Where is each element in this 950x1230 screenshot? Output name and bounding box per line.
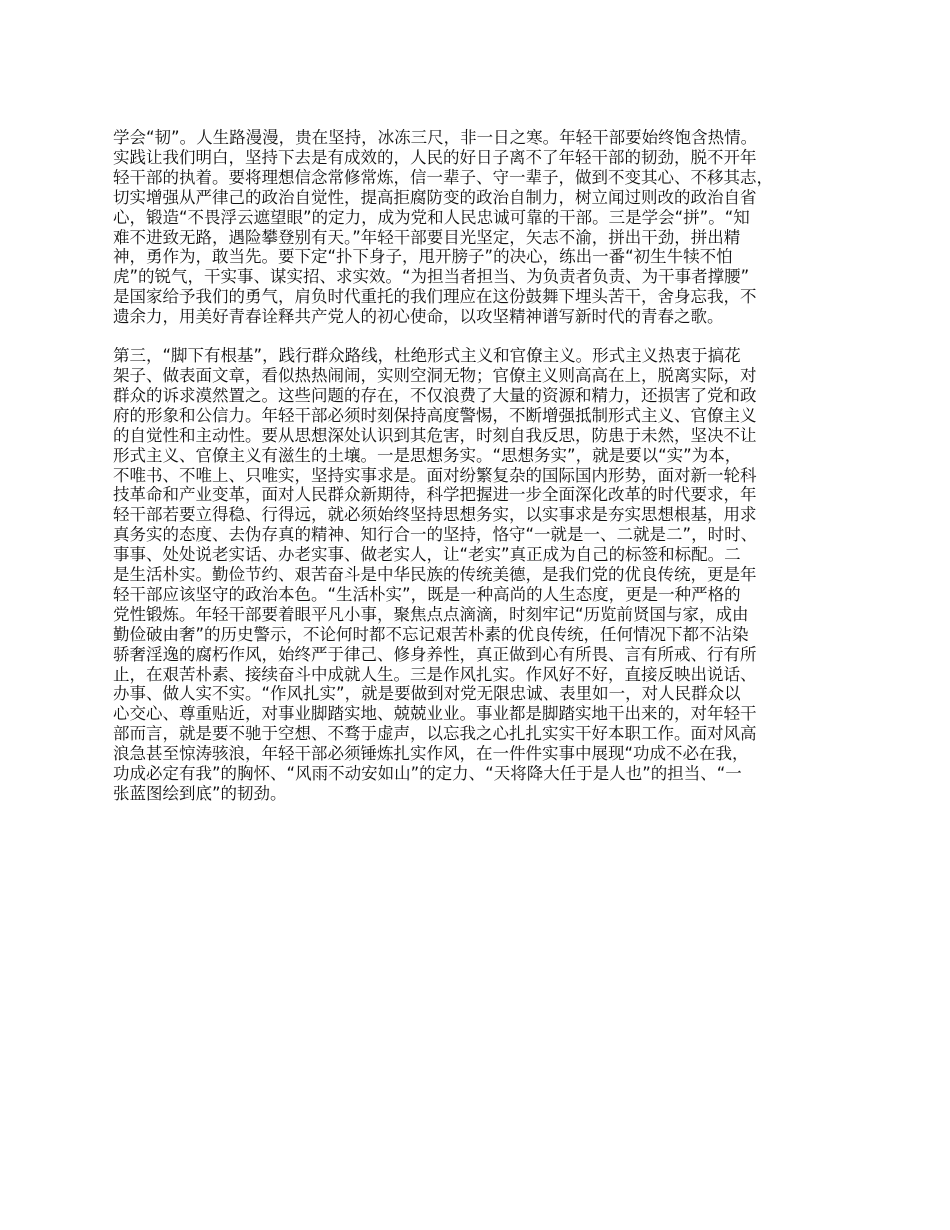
paragraph-grassroots: 第三，“脚下有根基”，践行群众路线，杜绝形式主义和官僚主义。形式主义热衷于搞花 架子、做表面文章，看似热热闹闹，实则空洞无物；官僚主义则高高在上，脱离实际，对 群众的诉求漠然置之。这些问题的存在，不仅浪费了大量的资源和精力，还损害了党和政 府的形象和公信力。年轻干部必须时刻保持高度警惕，不断增强抵制形式主义、官僚主义 的自觉性和主动性。要从思想深处认识到其危害，时刻自我反思，防患于未然，坚决不让 形式主义、官僚主义有滋生的土壤。一是思想务实。“思想务实”，就是要以“实”为本， 不唯书、不唯上、只唯实，坚持实事求是。面对纷繁复杂的国际国内形势，面对新一轮科 技革命和产业变革，面对人民群众新期待，科学把握进一步全面深化改革的时代要求，年 轻干部若要立得稳、行得远，就必须始终坚持思想务实，以实事求是夯实思想根基，用求 真务实的态度、去伪存真的精神、知行合一的坚持，恪守“一就是一、二就是二”，时时、 事事、处处说老实话、办老实事、做老实人，让“老实”真正成为自己的标签和标配。二 是生活朴实。勤俭节约、艰苦奋斗是中华民族的传统美德，是我们党的优良传统，更是年 轻干部应该坚守的政治本色。“生活朴实”，既是一种高尚的人生态度，更是一种严格的 党性锻炼。年轻干部要着眼平凡小事，聚焦点点滴滴，时刻牢记“历览前贤国与家，成由 勤俭破由奢”的历史警示，不论何时都不忘记艰苦朴素的优良传统，任何情况下都不沾染 骄奢淫逸的腐朽作风，始终严于律己、修身养性，真正做到心有所畏、言有所戒、行有所 止，在艰苦朴素、接续奋斗中成就人生。三是作风扎实。作风好不好，直接反映出说话、 办事、做人实不实。“作风扎实”，就是要做到对党无限忠诚、表里如一，对人民群众以 心交心、尊重贴近，对事业脚踏实地、兢兢业业。事业都是脚踏实地干出来的，对年轻干 部而言，就是要不驰于空想、不骛于虚声，以忘我之心扎扎实实干好本职工作。面对风高 浪急甚至惊涛骇浪，年轻干部必须锤炼扎实作风，在一件件实事中展现“功成不必在我， 功成必定有我”的胸怀、“风雨不动安如山”的定力、“天将降大任于是人也”的担当、“一 张蓝图绘到底”的韧劲。 (113, 346, 758, 803)
paragraph-perseverance: 学会“韧”。人生路漫漫，贵在坚持，冰冻三尺，非一日之寒。年轻干部要始终饱含热情。 实践让我们明白，坚持下去是有成效的，人民的好日子离不了年轻干部的韧劲，脱不开年 轻干部的执着。要将理想信念常修常炼，信一辈子、守一辈子，做到不变其心、不移其志， 切实增强从严律己的政治自觉性，提高拒腐防变的政治自制力，树立闻过则改的政治自省 心，锻造“不畏浮云遮望眼”的定力，成为党和人民忠诚可靠的干部。三是学会“拼”。“知 难不进致无路，遇险攀登别有天。”年轻干部要目光坚定，矢志不渝，拼出干劲，拼出精 神，勇作为，敢当先。要下定“扑下身子，甩开膀子”的决心，练出一番“初生牛犊不怕 虎”的锐气，干实事、谋实招、求实效。“为担当者担当、为负责者负责、为干事者撑腰” 是国家给予我们的勇气，肩负时代重托的我们理应在这份鼓舞下埋头苦干，舍身忘我，不 遗余力，用美好青春诠释共产党人的初心使命，以攻坚精神谱写新时代的青春之歌。 (113, 128, 773, 327)
document-body (113, 128, 853, 804)
